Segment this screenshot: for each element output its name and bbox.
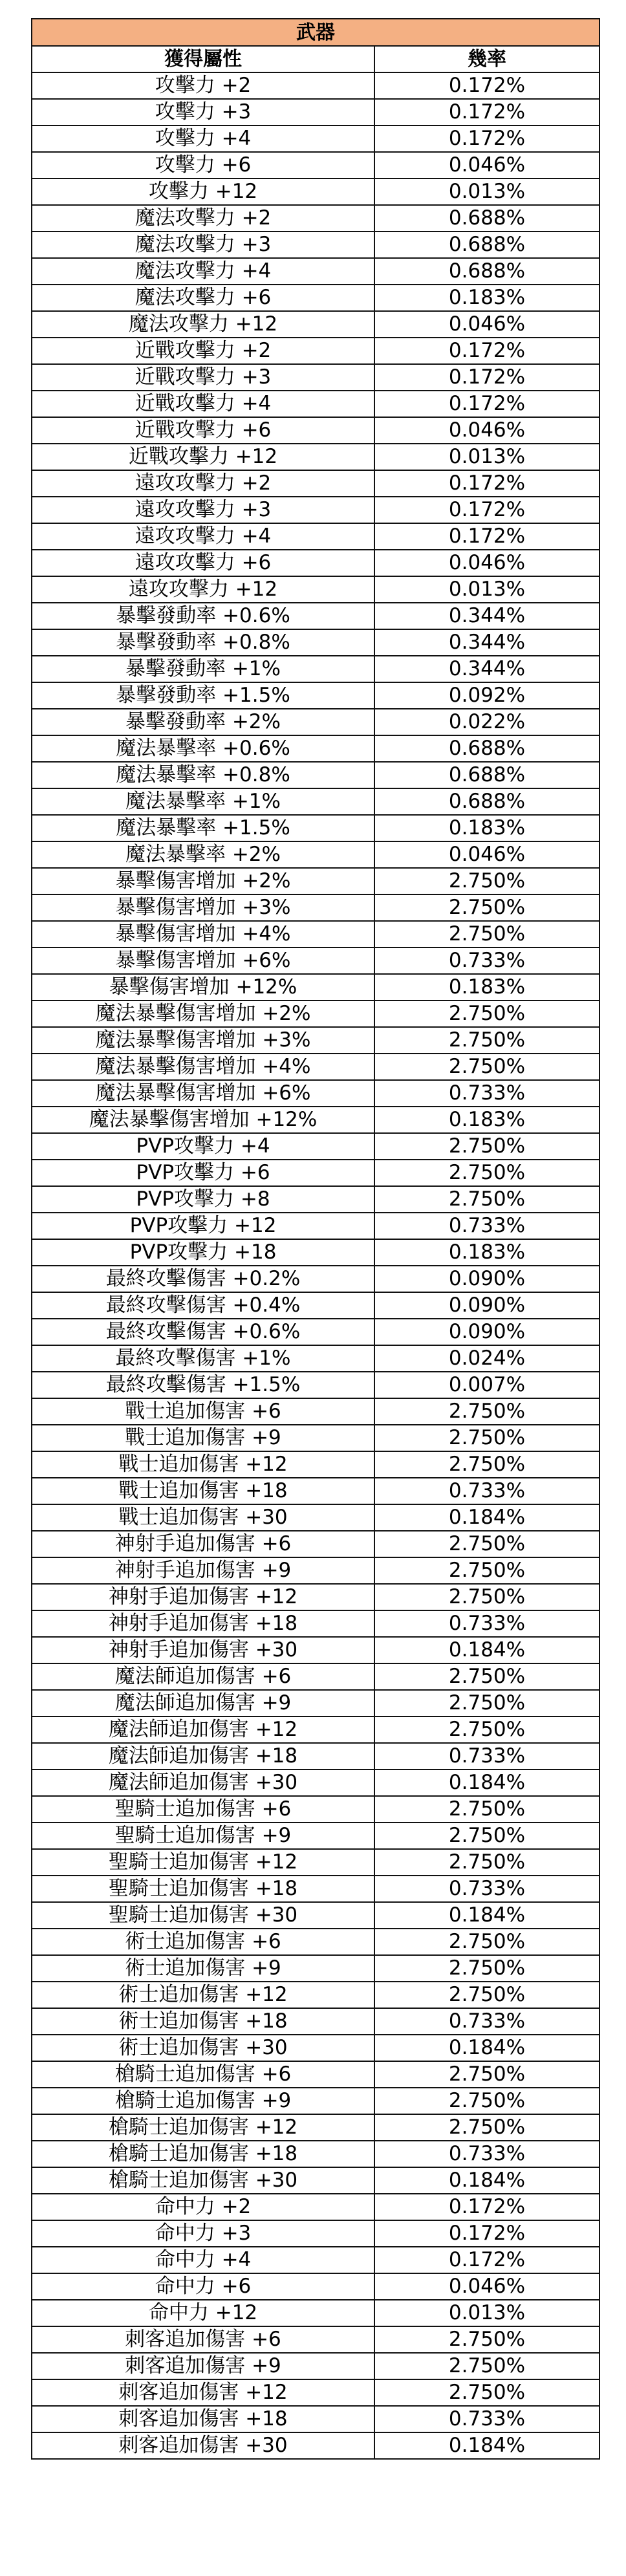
probability-cell: 0.733% <box>374 2008 599 2035</box>
attribute-cell: 聖騎士追加傷害 +12 <box>32 1849 374 1876</box>
table-row <box>32 1266 599 1292</box>
attribute-cell: 攻擊力 +12 <box>32 179 374 205</box>
attribute-cell: 魔法攻擊力 +4 <box>32 258 374 285</box>
table-row <box>32 762 599 788</box>
probability-cell: 0.172% <box>374 523 599 550</box>
attribute-cell: 神射手追加傷害 +12 <box>32 1584 374 1610</box>
table-row <box>32 2167 599 2194</box>
probability-cell: 2.750% <box>374 2088 599 2114</box>
probability-cell: 0.172% <box>374 338 599 364</box>
attribute-cell: 攻擊力 +3 <box>32 99 374 125</box>
attribute-cell: 戰士追加傷害 +6 <box>32 1398 374 1425</box>
attribute-cell: 魔法師追加傷害 +6 <box>32 1663 374 1690</box>
probability-cell: 0.184% <box>374 1504 599 1531</box>
attribute-cell: 最終攻擊傷害 +1% <box>32 1345 374 1372</box>
table-row <box>32 1690 599 1716</box>
attribute-cell: 術士追加傷害 +6 <box>32 1929 374 1955</box>
attribute-cell: 遠攻攻擊力 +12 <box>32 576 374 603</box>
probability-cell: 0.172% <box>374 470 599 497</box>
probability-cell: 2.750% <box>374 1398 599 1425</box>
probability-cell: 0.183% <box>374 815 599 841</box>
table-title: 武器 <box>32 19 599 46</box>
table-row <box>32 682 599 709</box>
attribute-cell: 聖騎士追加傷害 +18 <box>32 1876 374 1902</box>
probability-cell: 0.172% <box>374 2194 599 2220</box>
table-row <box>32 629 599 656</box>
weapon-attribute-table <box>31 18 600 2460</box>
probability-cell: 0.013% <box>374 179 599 205</box>
attribute-cell: 命中力 +4 <box>32 2247 374 2273</box>
table-row <box>32 2035 599 2061</box>
probability-cell: 0.090% <box>374 1292 599 1319</box>
probability-cell: 0.688% <box>374 258 599 285</box>
probability-cell: 0.090% <box>374 1266 599 1292</box>
attribute-cell: 魔法師追加傷害 +9 <box>32 1690 374 1716</box>
table-row <box>32 1213 599 1239</box>
attribute-cell: 聖騎士追加傷害 +30 <box>32 1902 374 1929</box>
probability-cell: 2.750% <box>374 921 599 947</box>
attribute-cell: 神射手追加傷害 +18 <box>32 1610 374 1637</box>
table-row <box>32 2432 599 2459</box>
attribute-cell: 刺客追加傷害 +9 <box>32 2353 374 2379</box>
table-row <box>32 1504 599 1531</box>
attribute-cell: 魔法暴擊傷害增加 +3% <box>32 1027 374 1054</box>
attribute-cell: 魔法攻擊力 +6 <box>32 285 374 311</box>
attribute-cell: 攻擊力 +6 <box>32 152 374 179</box>
attribute-cell: 戰士追加傷害 +9 <box>32 1425 374 1451</box>
probability-cell: 0.022% <box>374 709 599 735</box>
attribute-cell: 命中力 +12 <box>32 2300 374 2326</box>
probability-cell: 0.184% <box>374 2167 599 2194</box>
attribute-cell: 遠攻攻擊力 +6 <box>32 550 374 576</box>
table-row <box>32 1425 599 1451</box>
probability-cell: 0.733% <box>374 1213 599 1239</box>
table-row <box>32 894 599 921</box>
attribute-cell: 槍騎士追加傷害 +12 <box>32 2114 374 2141</box>
table-row <box>32 2061 599 2088</box>
probability-cell: 0.688% <box>374 762 599 788</box>
attribute-cell: 神射手追加傷害 +30 <box>32 1637 374 1663</box>
table-row <box>32 868 599 894</box>
attribute-cell: 刺客追加傷害 +30 <box>32 2432 374 2459</box>
probability-cell: 2.750% <box>374 868 599 894</box>
attribute-cell: 魔法暴擊率 +0.8% <box>32 762 374 788</box>
attribute-cell: 槍騎士追加傷害 +9 <box>32 2088 374 2114</box>
attribute-cell: 暴擊發動率 +1.5% <box>32 682 374 709</box>
probability-cell: 0.184% <box>374 2432 599 2459</box>
probability-cell: 2.750% <box>374 1982 599 2008</box>
table-row <box>32 2220 599 2247</box>
table-row <box>32 1239 599 1266</box>
table-row <box>32 1876 599 1902</box>
table-row <box>32 1610 599 1637</box>
probability-cell: 0.733% <box>374 2406 599 2432</box>
probability-cell: 2.750% <box>374 1531 599 1557</box>
probability-cell: 0.183% <box>374 285 599 311</box>
attribute-cell: 魔法師追加傷害 +30 <box>32 1770 374 1796</box>
probability-cell: 0.046% <box>374 550 599 576</box>
table-row <box>32 1663 599 1690</box>
probability-cell: 0.090% <box>374 1319 599 1345</box>
attribute-cell: PVP攻擊力 +18 <box>32 1239 374 1266</box>
header-row <box>32 46 599 72</box>
probability-cell: 2.750% <box>374 2326 599 2353</box>
probability-cell: 0.013% <box>374 2300 599 2326</box>
probability-cell: 0.688% <box>374 735 599 762</box>
probability-cell: 0.733% <box>374 2141 599 2167</box>
table-row <box>32 152 599 179</box>
attribute-cell: PVP攻擊力 +8 <box>32 1186 374 1213</box>
probability-cell: 0.046% <box>374 417 599 444</box>
attribute-cell: 遠攻攻擊力 +4 <box>32 523 374 550</box>
table-row <box>32 2247 599 2273</box>
table-row <box>32 1982 599 2008</box>
probability-cell: 2.750% <box>374 2379 599 2406</box>
table-row <box>32 709 599 735</box>
attribute-cell: 暴擊發動率 +2% <box>32 709 374 735</box>
probability-cell: 0.172% <box>374 391 599 417</box>
attribute-cell: 命中力 +3 <box>32 2220 374 2247</box>
table-row <box>32 1823 599 1849</box>
table-row <box>32 258 599 285</box>
attribute-cell: 暴擊傷害增加 +3% <box>32 894 374 921</box>
probability-cell: 0.172% <box>374 497 599 523</box>
attribute-cell: 魔法暴擊傷害增加 +12% <box>32 1107 374 1133</box>
probability-cell: 0.046% <box>374 311 599 338</box>
table-row <box>32 1849 599 1876</box>
table-row <box>32 1080 599 1107</box>
table-row <box>32 603 599 629</box>
probability-cell: 0.733% <box>374 1743 599 1770</box>
probability-cell: 0.344% <box>374 656 599 682</box>
attribute-cell: 魔法師追加傷害 +12 <box>32 1716 374 1743</box>
table-row <box>32 974 599 1001</box>
table-row <box>32 391 599 417</box>
table-row <box>32 576 599 603</box>
table-row <box>32 1398 599 1425</box>
probability-cell: 0.344% <box>374 629 599 656</box>
table-row <box>32 921 599 947</box>
attribute-cell: 遠攻攻擊力 +2 <box>32 470 374 497</box>
table-row <box>32 1770 599 1796</box>
table-row <box>32 1345 599 1372</box>
attribute-cell: 暴擊傷害增加 +6% <box>32 947 374 974</box>
table-row <box>32 1478 599 1504</box>
probability-cell: 2.750% <box>374 1716 599 1743</box>
attribute-cell: 術士追加傷害 +18 <box>32 2008 374 2035</box>
table-row <box>32 1451 599 1478</box>
table-row <box>32 1319 599 1345</box>
probability-cell: 2.750% <box>374 1955 599 1982</box>
attribute-cell: 神射手追加傷害 +6 <box>32 1531 374 1557</box>
table-row <box>32 1531 599 1557</box>
attribute-cell: 魔法攻擊力 +2 <box>32 205 374 232</box>
probability-cell: 2.750% <box>374 1001 599 1027</box>
table-row <box>32 1955 599 1982</box>
probability-cell: 0.024% <box>374 1345 599 1372</box>
table-row <box>32 788 599 815</box>
attribute-cell: PVP攻擊力 +6 <box>32 1160 374 1186</box>
attribute-cell: 暴擊傷害增加 +2% <box>32 868 374 894</box>
table-row <box>32 1160 599 1186</box>
probability-cell: 0.172% <box>374 364 599 391</box>
attribute-cell: 魔法暴擊傷害增加 +4% <box>32 1054 374 1080</box>
attribute-cell: 近戰攻擊力 +4 <box>32 391 374 417</box>
attribute-cell: 聖騎士追加傷害 +6 <box>32 1796 374 1823</box>
table-row <box>32 1557 599 1584</box>
probability-cell: 2.750% <box>374 1823 599 1849</box>
probability-cell: 2.750% <box>374 1133 599 1160</box>
probability-cell: 0.172% <box>374 125 599 152</box>
attribute-cell: 刺客追加傷害 +18 <box>32 2406 374 2432</box>
probability-cell: 2.750% <box>374 1690 599 1716</box>
table-row <box>32 815 599 841</box>
probability-cell: 0.172% <box>374 2220 599 2247</box>
probability-cell: 0.046% <box>374 152 599 179</box>
probability-cell: 0.183% <box>374 974 599 1001</box>
attribute-cell: 命中力 +2 <box>32 2194 374 2220</box>
table-row <box>32 523 599 550</box>
probability-cell: 2.750% <box>374 1027 599 1054</box>
table-row <box>32 1292 599 1319</box>
attribute-cell: 命中力 +6 <box>32 2273 374 2300</box>
attribute-cell: 近戰攻擊力 +6 <box>32 417 374 444</box>
attribute-cell: 最終攻擊傷害 +0.4% <box>32 1292 374 1319</box>
probability-cell: 0.184% <box>374 1902 599 1929</box>
probability-cell: 2.750% <box>374 1054 599 1080</box>
attribute-cell: 魔法暴擊率 +0.6% <box>32 735 374 762</box>
attribute-cell: 聖騎士追加傷害 +9 <box>32 1823 374 1849</box>
table-row <box>32 1001 599 1027</box>
probability-cell: 0.733% <box>374 1478 599 1504</box>
table-row <box>32 2008 599 2035</box>
table-row <box>32 125 599 152</box>
table-row <box>32 497 599 523</box>
probability-cell: 0.733% <box>374 1080 599 1107</box>
probability-cell: 0.007% <box>374 1372 599 1398</box>
table-row <box>32 99 599 125</box>
attribute-cell: 暴擊傷害增加 +4% <box>32 921 374 947</box>
attribute-cell: 術士追加傷害 +9 <box>32 1955 374 1982</box>
probability-cell: 0.172% <box>374 2247 599 2273</box>
table-row <box>32 1372 599 1398</box>
probability-cell: 0.184% <box>374 1637 599 1663</box>
header-attribute: 獲得屬性 <box>32 46 374 72</box>
probability-cell: 2.750% <box>374 1425 599 1451</box>
probability-cell: 2.750% <box>374 894 599 921</box>
table-row <box>32 1027 599 1054</box>
probability-cell: 0.688% <box>374 788 599 815</box>
table-row <box>32 2300 599 2326</box>
table-row <box>32 735 599 762</box>
probability-cell: 2.750% <box>374 1929 599 1955</box>
attribute-cell: 近戰攻擊力 +12 <box>32 444 374 470</box>
probability-cell: 2.750% <box>374 2353 599 2379</box>
table-row <box>32 1186 599 1213</box>
attribute-cell: 術士追加傷害 +12 <box>32 1982 374 2008</box>
attribute-cell: 戰士追加傷害 +30 <box>32 1504 374 1531</box>
probability-cell: 0.184% <box>374 1770 599 1796</box>
attribute-cell: 術士追加傷害 +30 <box>32 2035 374 2061</box>
attribute-cell: 最終攻擊傷害 +1.5% <box>32 1372 374 1398</box>
table-row <box>32 205 599 232</box>
table-row <box>32 1107 599 1133</box>
probability-cell: 0.183% <box>374 1107 599 1133</box>
table-row <box>32 285 599 311</box>
probability-cell: 0.013% <box>374 444 599 470</box>
attribute-cell: PVP攻擊力 +4 <box>32 1133 374 1160</box>
table-row <box>32 2114 599 2141</box>
title-row <box>32 19 599 46</box>
probability-cell: 0.013% <box>374 576 599 603</box>
table-row <box>32 2194 599 2220</box>
table-row <box>32 311 599 338</box>
table-row <box>32 1902 599 1929</box>
table-row <box>32 1743 599 1770</box>
probability-cell: 0.046% <box>374 2273 599 2300</box>
probability-cell: 0.733% <box>374 1610 599 1637</box>
table-row <box>32 338 599 364</box>
table-row <box>32 179 599 205</box>
header-probability: 幾率 <box>374 46 599 72</box>
attribute-cell: 魔法師追加傷害 +18 <box>32 1743 374 1770</box>
attribute-cell: 刺客追加傷害 +6 <box>32 2326 374 2353</box>
probability-cell: 0.046% <box>374 841 599 868</box>
probability-cell: 2.750% <box>374 1160 599 1186</box>
table-row <box>32 417 599 444</box>
table-row <box>32 1584 599 1610</box>
probability-cell: 2.750% <box>374 1796 599 1823</box>
table-row <box>32 1796 599 1823</box>
probability-cell: 0.172% <box>374 99 599 125</box>
table-row <box>32 550 599 576</box>
attribute-cell: 最終攻擊傷害 +0.2% <box>32 1266 374 1292</box>
probability-cell: 2.750% <box>374 1849 599 1876</box>
attribute-cell: 魔法暴擊傷害增加 +6% <box>32 1080 374 1107</box>
probability-cell: 0.183% <box>374 1239 599 1266</box>
table-row <box>32 1133 599 1160</box>
table-row <box>32 470 599 497</box>
table-body <box>32 72 599 2459</box>
probability-cell: 2.750% <box>374 1557 599 1584</box>
attribute-cell: 槍騎士追加傷害 +18 <box>32 2141 374 2167</box>
attribute-cell: PVP攻擊力 +12 <box>32 1213 374 1239</box>
probability-cell: 2.750% <box>374 1186 599 1213</box>
table-row <box>32 72 599 99</box>
attribute-cell: 最終攻擊傷害 +0.6% <box>32 1319 374 1345</box>
probability-cell: 2.750% <box>374 1663 599 1690</box>
attribute-cell: 暴擊傷害增加 +12% <box>32 974 374 1001</box>
probability-cell: 0.172% <box>374 72 599 99</box>
attribute-cell: 神射手追加傷害 +9 <box>32 1557 374 1584</box>
table-row <box>32 2326 599 2353</box>
probability-cell: 2.750% <box>374 1451 599 1478</box>
attribute-cell: 暴擊發動率 +1% <box>32 656 374 682</box>
table-row <box>32 656 599 682</box>
attribute-cell: 槍騎士追加傷害 +6 <box>32 2061 374 2088</box>
attribute-cell: 魔法暴擊率 +2% <box>32 841 374 868</box>
attribute-cell: 近戰攻擊力 +2 <box>32 338 374 364</box>
table-row <box>32 2379 599 2406</box>
table-row <box>32 1054 599 1080</box>
attribute-cell: 魔法暴擊率 +1.5% <box>32 815 374 841</box>
table-row <box>32 1716 599 1743</box>
probability-cell: 0.733% <box>374 947 599 974</box>
table-row <box>32 1929 599 1955</box>
table-row <box>32 2088 599 2114</box>
probability-cell: 2.750% <box>374 1584 599 1610</box>
table-row <box>32 2406 599 2432</box>
attribute-cell: 近戰攻擊力 +3 <box>32 364 374 391</box>
probability-cell: 0.733% <box>374 1876 599 1902</box>
attribute-cell: 槍騎士追加傷害 +30 <box>32 2167 374 2194</box>
probability-cell: 0.184% <box>374 2035 599 2061</box>
attribute-cell: 攻擊力 +4 <box>32 125 374 152</box>
attribute-cell: 戰士追加傷害 +18 <box>32 1478 374 1504</box>
attribute-cell: 刺客追加傷害 +12 <box>32 2379 374 2406</box>
probability-cell: 0.688% <box>374 205 599 232</box>
attribute-cell: 魔法攻擊力 +12 <box>32 311 374 338</box>
table-row <box>32 232 599 258</box>
table-row <box>32 841 599 868</box>
table-row <box>32 2141 599 2167</box>
probability-sheet <box>31 18 599 2460</box>
attribute-cell: 暴擊發動率 +0.6% <box>32 603 374 629</box>
probability-cell: 0.344% <box>374 603 599 629</box>
table-row <box>32 2353 599 2379</box>
attribute-cell: 魔法暴擊傷害增加 +2% <box>32 1001 374 1027</box>
attribute-cell: 攻擊力 +2 <box>32 72 374 99</box>
attribute-cell: 魔法攻擊力 +3 <box>32 232 374 258</box>
probability-cell: 2.750% <box>374 2114 599 2141</box>
probability-cell: 2.750% <box>374 2061 599 2088</box>
table-row <box>32 1637 599 1663</box>
attribute-cell: 戰士追加傷害 +12 <box>32 1451 374 1478</box>
attribute-cell: 暴擊發動率 +0.8% <box>32 629 374 656</box>
probability-cell: 0.688% <box>374 232 599 258</box>
table-row <box>32 947 599 974</box>
attribute-cell: 遠攻攻擊力 +3 <box>32 497 374 523</box>
attribute-cell: 魔法暴擊率 +1% <box>32 788 374 815</box>
table-row <box>32 2273 599 2300</box>
table-row <box>32 364 599 391</box>
table-row <box>32 444 599 470</box>
probability-cell: 0.092% <box>374 682 599 709</box>
